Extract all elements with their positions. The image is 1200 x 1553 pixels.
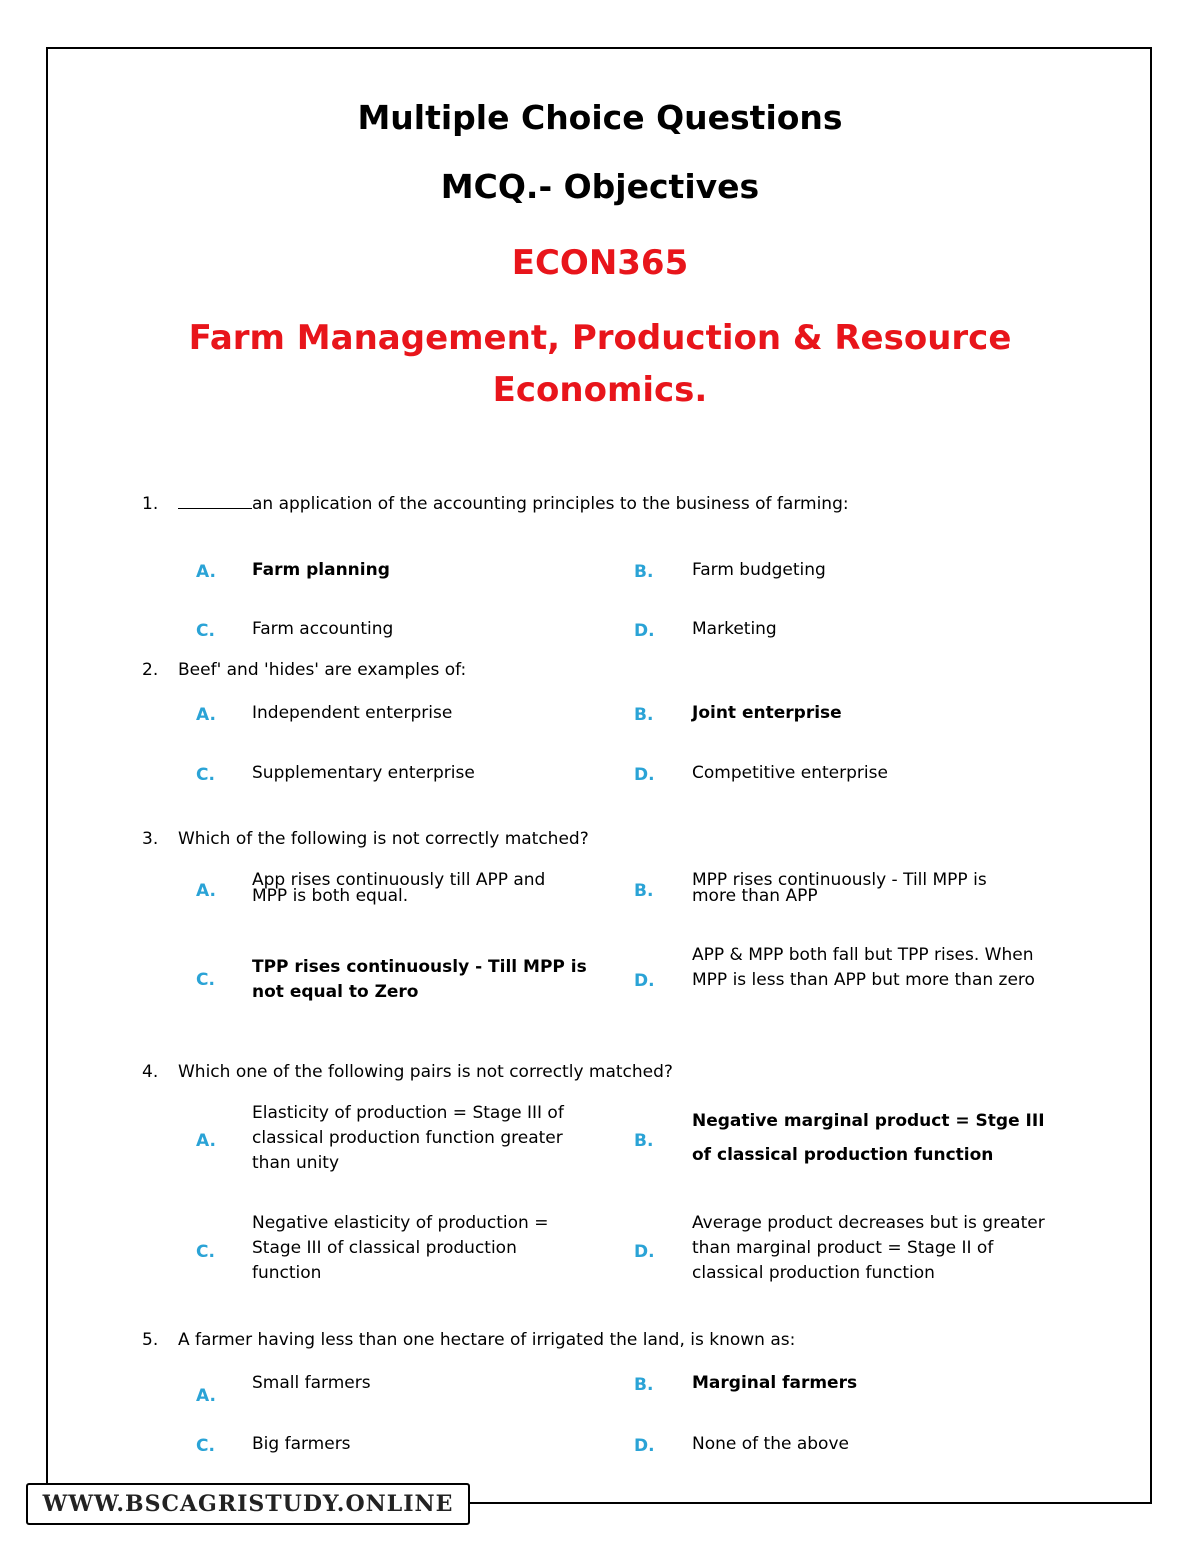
option-d: Average product decreases but is greater than marginal product = Stage II of classical production function bbox=[692, 1213, 1045, 1283]
option-letter-c: C. bbox=[196, 1436, 215, 1456]
option-letter-b: B. bbox=[634, 562, 654, 582]
option-a: App rises continuously till APP and MPP is both equal. bbox=[252, 870, 546, 906]
option-letter-d: D. bbox=[634, 765, 655, 785]
option-letter-a: A. bbox=[196, 1131, 216, 1151]
page-title: Multiple Choice Questions bbox=[357, 98, 843, 137]
course-name bbox=[0, 312, 1200, 416]
question-text: an application of the accounting principles to the business of farming: bbox=[178, 494, 849, 514]
option-letter-b: B. bbox=[634, 705, 654, 725]
option-c: TPP rises continuously - Till MPP is not equal to Zero bbox=[252, 957, 587, 1002]
option-letter-c: C. bbox=[196, 1242, 215, 1262]
course-name-line2: Economics. bbox=[492, 370, 708, 410]
option-letter-a: A. bbox=[196, 705, 216, 725]
option-d: Marketing bbox=[692, 619, 777, 639]
option-letter-b: B. bbox=[634, 881, 654, 901]
question-number: 1. bbox=[142, 494, 159, 514]
course-code: ECON365 bbox=[511, 243, 689, 283]
option-a: Farm planning bbox=[252, 560, 390, 580]
option-c: Big farmers bbox=[252, 1434, 351, 1454]
question-number: 4. bbox=[142, 1062, 159, 1082]
option-letter-d: D. bbox=[634, 1242, 655, 1262]
page-subtitle: MCQ.- Objectives bbox=[440, 167, 760, 206]
question-text: Which one of the following pairs is not correctly matched? bbox=[178, 1062, 673, 1082]
option-letter-a: A. bbox=[196, 881, 216, 901]
option-c: Negative elasticity of production = Stage III of classical production function bbox=[252, 1213, 549, 1283]
option-d: Competitive enterprise bbox=[692, 763, 888, 783]
option-d: None of the above bbox=[692, 1434, 849, 1454]
option-d: APP & MPP both fall but TPP rises. When MPP is less than APP but more than zero bbox=[692, 945, 1035, 990]
option-letter-d: D. bbox=[634, 621, 655, 641]
question-text: Which of the following is not correctly matched? bbox=[178, 829, 589, 849]
option-a: Elasticity of production = Stage III of classical production function greater than unity bbox=[252, 1103, 564, 1173]
option-b: Marginal farmers bbox=[692, 1373, 858, 1393]
option-letter-a: A. bbox=[196, 562, 216, 582]
option-letter-b: B. bbox=[634, 1131, 654, 1151]
option-letter-c: C. bbox=[196, 621, 215, 641]
option-letter-d: D. bbox=[634, 1436, 655, 1456]
option-c: Farm accounting bbox=[252, 619, 394, 639]
course-name-line1: Farm Management, Production & Resource bbox=[188, 318, 1012, 358]
option-letter-c: C. bbox=[196, 970, 215, 990]
question-number: 3. bbox=[142, 829, 159, 849]
option-b: Joint enterprise bbox=[692, 703, 842, 723]
question-number: 2. bbox=[142, 660, 159, 680]
option-letter-a: A. bbox=[196, 1386, 216, 1406]
question-text: A farmer having less than one hectare of irrigated the land, is known as: bbox=[178, 1330, 796, 1350]
option-letter-b: B. bbox=[634, 1375, 654, 1395]
option-a: Independent enterprise bbox=[252, 703, 453, 723]
option-letter-c: C. bbox=[196, 765, 215, 785]
option-letter-d: D. bbox=[634, 971, 655, 991]
option-b: Negative marginal product = Stge III of classical production function bbox=[692, 1111, 1045, 1165]
option-c: Supplementary enterprise bbox=[252, 763, 475, 783]
option-b: Farm budgeting bbox=[692, 560, 826, 580]
website-watermark: WWW.BSCAGRISTUDY.ONLINE bbox=[26, 1483, 470, 1525]
option-a: Small farmers bbox=[252, 1373, 371, 1393]
question-text: Beef' and 'hides' are examples of: bbox=[178, 660, 467, 680]
question-number: 5. bbox=[142, 1330, 159, 1350]
answer-blank bbox=[178, 494, 252, 509]
option-b: MPP rises continuously - Till MPP is more than APP bbox=[692, 870, 987, 906]
